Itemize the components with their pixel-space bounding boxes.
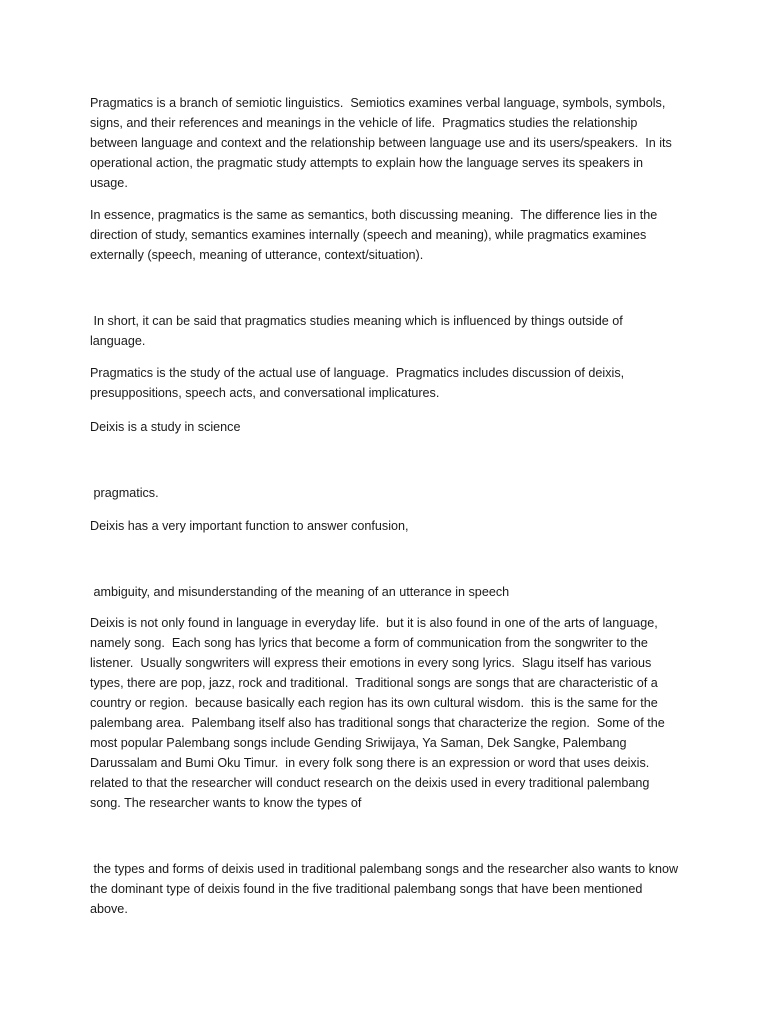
paragraph-pragmatics-in-short: In short, it can be said that pragmatics studies meaning which is influenced by things outside of language.	[90, 314, 627, 348]
paragraph-pragmatics-definition: Pragmatics is a branch of semiotic linguistics. Semiotics examines verbal language, symbols, symbols, signs, and their references and meanings in the vehicle of life. Pragmatics studies the relationship between language and context and the relationship between language use and its users/speakers. In its operational action, the pragmatic study attempts to explain how the language serves its speakers in usage.	[90, 96, 676, 190]
paragraph-research-aim: the types and forms of deixis used in traditional palembang songs and the researcher also wants to know the dominant type of deixis found in the five traditional palembang songs that have been mentioned above.	[90, 862, 682, 916]
paragraph-pragmatics-fragment: pragmatics.	[90, 486, 159, 500]
paragraph-deixis-in-songs: Deixis is not only found in language in everyday life. but it is also found in one of the arts of language, namely song. Each song has lyrics that become a form of communication from the songwriter to the listener. Usually songwriters will express their emotions in every song lyrics. Slagu itself has various types, there are pop, jazz, rock and traditional. Traditional songs are songs that are characteristic of a country or region. because basically each region has its own cultural wisdom. this is the same for the palembang area. Palembang itself also has traditional songs that characterize the region. Some of the most popular Palembang songs include Gending Sriwijaya, Ya Saman, Dek Sangke, Palembang Darussalam and Bumi Oku Timur. in every folk song there is an expression or word that uses deixis. related to that the researcher will conduct research on the deixis used in every traditional palembang song. The researcher wants to know the types of	[90, 616, 669, 810]
paragraph-deixis-study: Deixis is a study in science	[90, 420, 241, 434]
paragraph-pragmatics-vs-semantics: In essence, pragmatics is the same as semantics, both discussing meaning. The difference lies in the direction of study, semantics examines internally (speech and meaning), while pragmatics examines externally (speech, meaning of utterance, context/situation).	[90, 208, 661, 262]
paragraph-pragmatics-scope: Pragmatics is the study of the actual use of language. Pragmatics includes discussion of deixis, presuppositions, speech acts, and conversational implicatures.	[90, 366, 628, 400]
paragraph-deixis-function: Deixis has a very important function to answer confusion,	[90, 519, 409, 533]
paragraph-deixis-ambiguity: ambiguity, and misunderstanding of the meaning of an utterance in speech	[90, 585, 510, 599]
